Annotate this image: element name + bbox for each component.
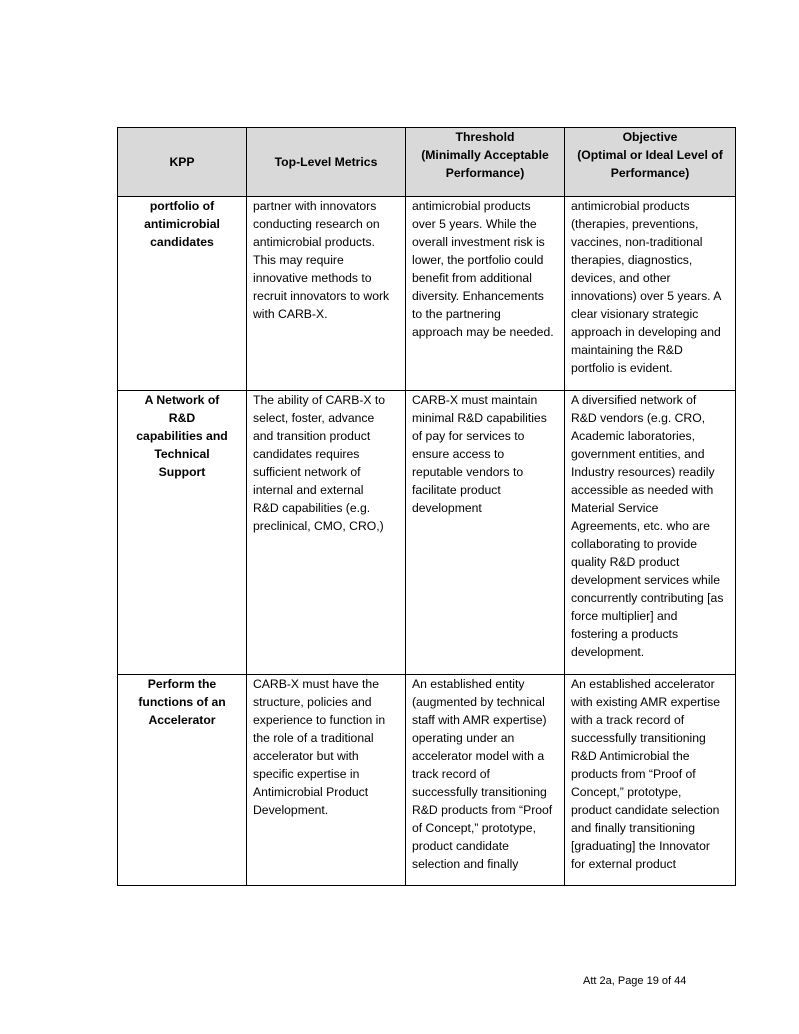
kpp-table: [117, 127, 736, 886]
cell-line: minimal R&D capabilities: [412, 411, 547, 425]
cell-line: track record of: [412, 767, 490, 781]
cell-line: development services while: [571, 573, 721, 587]
cell-line: Support: [158, 465, 206, 479]
header-threshold-line: Performance): [445, 166, 525, 180]
cell-line: conducting research on: [253, 217, 380, 231]
cell-line: successfully transitioning: [412, 785, 547, 799]
cell-line: antimicrobial: [144, 217, 220, 231]
header-threshold-line: Threshold: [455, 130, 515, 144]
cell-line: Technical: [154, 447, 210, 461]
cell-line: for external product: [571, 857, 677, 871]
header-objective-line: Performance): [610, 166, 690, 180]
metrics-cell: [247, 197, 406, 391]
cell-line: benefit from additional: [412, 271, 532, 285]
cell-line: development.: [571, 645, 645, 659]
cell-line: R&D vendors (e.g. CRO,: [571, 411, 706, 425]
cell-line: accessible as needed with: [571, 483, 714, 497]
cell-line: functions of an: [138, 695, 226, 709]
cell-line: internal and external: [253, 483, 364, 497]
cell-line: Antimicrobial Product: [253, 785, 369, 799]
cell-line: devices, and other: [571, 271, 671, 285]
cell-line: approach in developing and: [571, 325, 721, 339]
cell-line: innovative methods to: [253, 271, 372, 285]
cell-line: product candidate selection: [571, 803, 720, 817]
cell-line: diversity. Enhancements: [412, 289, 544, 303]
table-body: [118, 197, 736, 886]
kpp-cell: [118, 675, 247, 886]
header-threshold-line: (Minimally Acceptable: [421, 148, 549, 162]
cell-line: The ability of CARB-X to: [253, 393, 386, 407]
cell-line: portfolio is evident.: [571, 361, 673, 375]
cell-line: partner with innovators: [253, 199, 377, 213]
cell-line: with a track record of: [571, 713, 685, 727]
cell-line: Industry resources) readily: [571, 465, 715, 479]
header-objective-line: Objective: [622, 130, 678, 144]
cell-line: [graduating] the Innovator: [571, 839, 710, 853]
header-objective-line: (Optimal or Ideal Level of: [577, 148, 723, 162]
threshold-cell: [406, 675, 565, 886]
cell-line: selection and finally: [412, 857, 519, 871]
cell-line: government entities, and: [571, 447, 705, 461]
cell-line: successfully transitioning: [571, 731, 706, 745]
cell-line: candidates: [150, 235, 214, 249]
cell-line: quality R&D product: [571, 555, 680, 569]
cell-line: sufficient network of: [253, 465, 361, 479]
cell-line: concurrently contributing [as: [571, 591, 724, 605]
cell-line: Academic laboratories,: [571, 429, 695, 443]
cell-line: lower, the portfolio could: [412, 253, 544, 267]
cell-line: (therapies, preventions,: [571, 217, 699, 231]
cell-line: An established accelerator: [571, 677, 715, 691]
cell-line: development: [412, 501, 482, 515]
cell-line: portfolio of: [149, 199, 215, 213]
cell-line: accelerator model with a: [412, 749, 545, 763]
objective-cell: [565, 197, 736, 391]
cell-line: the role of a traditional: [253, 731, 374, 745]
cell-line: recruit innovators to work: [253, 289, 390, 303]
threshold-cell: [406, 391, 565, 675]
cell-line: therapies, diagnostics,: [571, 253, 693, 267]
cell-line: candidates requires: [253, 447, 360, 461]
header-objective: [565, 128, 736, 197]
cell-line: of pay for services to: [412, 429, 525, 443]
page-footer: Att 2a, Page 19 of 44: [583, 975, 687, 987]
cell-line: select, foster, advance: [253, 411, 375, 425]
cell-line: clear visionary strategic: [571, 307, 699, 321]
cell-line: innovations) over 5 years. A: [571, 289, 722, 303]
cell-line: Concept,” prototype,: [571, 785, 682, 799]
threshold-cell: [406, 197, 565, 391]
cell-line: staff with AMR expertise): [412, 713, 547, 727]
cell-line: A diversified network of: [571, 393, 697, 407]
cell-line: with existing AMR expertise: [571, 695, 721, 709]
cell-line: fostering a products: [571, 627, 679, 641]
objective-cell: [565, 675, 736, 886]
cell-line: structure, policies and: [253, 695, 372, 709]
cell-line: products from “Proof of: [571, 767, 696, 781]
cell-line: antimicrobial products.: [253, 235, 375, 249]
cell-line: Accelerator: [148, 713, 216, 727]
cell-line: of Concept,” prototype,: [412, 821, 536, 835]
cell-line: and transition product: [253, 429, 371, 443]
cell-line: overall investment risk is: [412, 235, 545, 249]
cell-line: collaborating to provide: [571, 537, 698, 551]
cell-line: reputable vendors to: [412, 465, 524, 479]
cell-line: R&D Antimicrobial the: [571, 749, 690, 763]
cell-line: preclinical, CMO, CRO,): [253, 519, 384, 533]
cell-line: Material Service: [571, 501, 659, 515]
cell-line: ensure access to: [412, 447, 505, 461]
cell-line: CARB-X must maintain: [412, 393, 538, 407]
table-row: [118, 197, 736, 391]
metrics-cell: [247, 391, 406, 675]
cell-line: over 5 years. While the: [412, 217, 537, 231]
cell-line: force multiplier] and: [571, 609, 678, 623]
cell-line: Agreements, etc. who are: [571, 519, 710, 533]
cell-line: Development.: [253, 803, 329, 817]
header-threshold: [406, 128, 565, 197]
cell-line: An established entity: [412, 677, 525, 691]
cell-line: antimicrobial products: [412, 199, 531, 213]
cell-line: with CARB-X.: [253, 307, 328, 321]
cell-line: CARB-X must have the: [253, 677, 379, 691]
cell-line: vaccines, non-traditional: [571, 235, 703, 249]
cell-line: Perform the: [147, 677, 217, 691]
kpp-cell: [118, 391, 247, 675]
cell-line: approach may be needed.: [412, 325, 554, 339]
cell-line: R&D capabilities (e.g.: [253, 501, 371, 515]
cell-line: specific expertise in: [253, 767, 360, 781]
cell-line: to the partnering: [412, 307, 501, 321]
header-top-level-metrics: Top-Level Metrics: [247, 128, 406, 197]
cell-line: facilitate product: [412, 483, 501, 497]
cell-line: R&D products from “Proof: [412, 803, 553, 817]
metrics-cell: [247, 675, 406, 886]
cell-line: experience to function in: [253, 713, 386, 727]
cell-line: capabilities and: [136, 429, 228, 443]
header-row: [118, 128, 736, 197]
cell-line: accelerator but with: [253, 749, 359, 763]
cell-line: This may require: [253, 253, 344, 267]
header-kpp: KPP: [118, 128, 247, 197]
table-row: [118, 391, 736, 675]
table-row: [118, 675, 736, 886]
cell-line: R&D: [168, 411, 196, 425]
cell-line: product candidate: [412, 839, 509, 853]
objective-cell: [565, 391, 736, 675]
cell-line: operating under an: [412, 731, 515, 745]
cell-line: (augmented by technical: [412, 695, 545, 709]
cell-line: and finally transitioning: [571, 821, 695, 835]
kpp-cell: [118, 197, 247, 391]
cell-line: antimicrobial products: [571, 199, 690, 213]
cell-line: maintaining the R&D: [571, 343, 683, 357]
cell-line: A Network of: [144, 393, 220, 407]
